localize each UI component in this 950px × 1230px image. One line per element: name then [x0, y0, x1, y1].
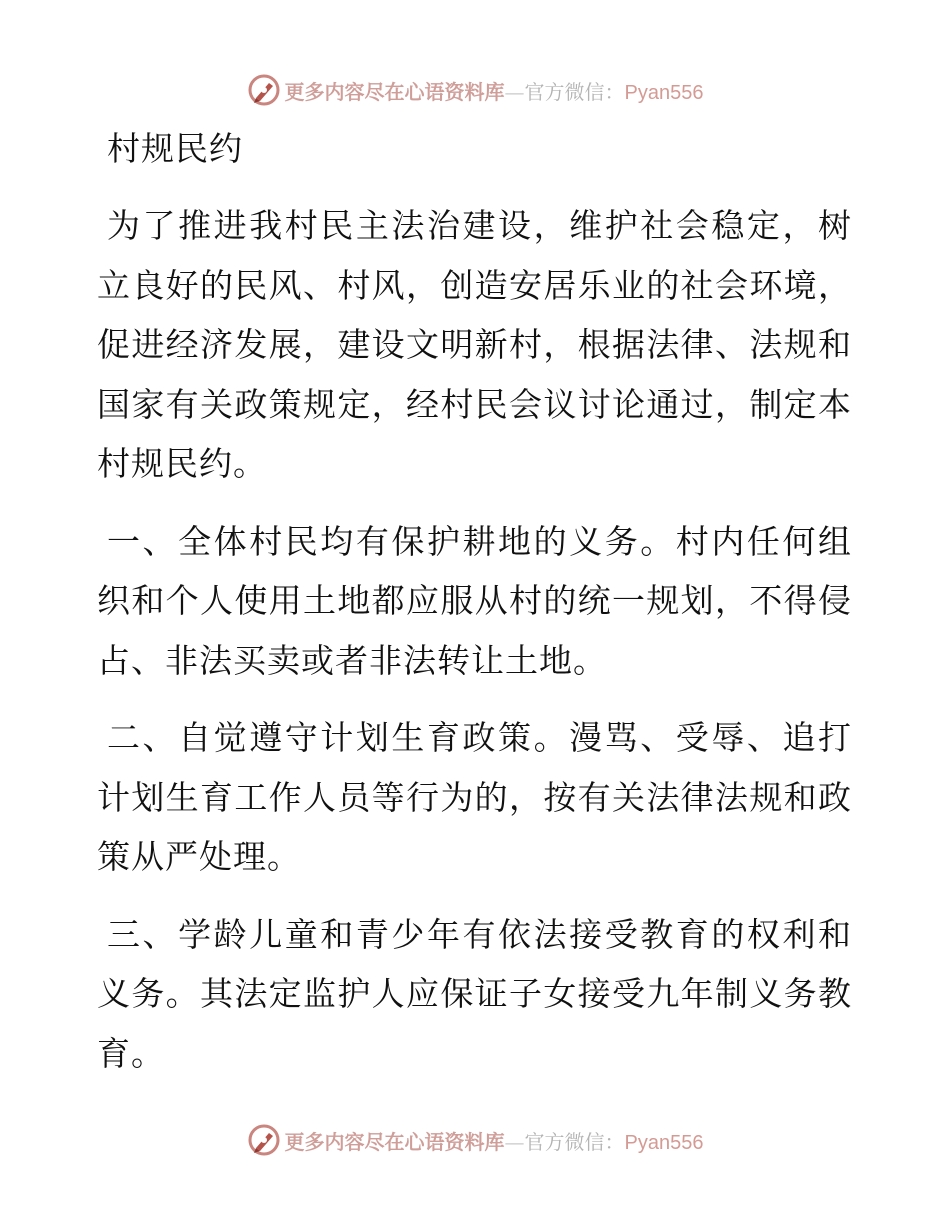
banner-separator: — — [504, 1129, 525, 1154]
banner-wechat-label: 官方微信： — [524, 79, 625, 104]
document-title: 村规民约 — [107, 129, 243, 168]
banner-text — [285, 76, 704, 105]
article-2-paragraph: 二、自觉遵守计划生育政策。漫骂、受辱、追打计划生育工作人员等行为的，按有关法律法规和政策从严处理。 — [97, 718, 852, 876]
intro-paragraph: 为了推进我村民主法治建设，维护社会稳定，树立良好的民风、村风，创造安居乐业的社会环境，促进经济发展，建设文明新村，根据法律、法规和国家有关政策规定，经村民会议讨论通过，制定本村规民约。 — [97, 206, 852, 483]
banner-text — [285, 1126, 704, 1155]
banner-main-text: 更多内容尽在心语资料库 — [284, 1129, 505, 1154]
pen-logo-icon — [247, 1123, 281, 1157]
article-3-paragraph: 三、学龄儿童和青少年有依法接受教育的权利和义务。其法定监护人应保证子女接受九年制义务教育。 — [97, 914, 852, 1073]
footer-banner — [0, 1120, 950, 1160]
banner-separator: — — [504, 79, 525, 104]
banner-wechat-label: 官方微信： — [524, 1129, 625, 1154]
header-banner — [0, 70, 950, 110]
banner-wechat-id: Pyan556 — [624, 81, 704, 104]
document-body — [97, 122, 852, 1101]
banner-wechat-id: Pyan556 — [624, 1131, 704, 1154]
article-1-paragraph: 一、全体村民均有保护耕地的义务。村内任何组织和个人使用土地都应服从村的统一规划，不得侵占、非法买卖或者非法转让土地。 — [97, 521, 852, 680]
pen-logo-icon — [247, 73, 281, 107]
banner-main-text: 更多内容尽在心语资料库 — [284, 79, 505, 104]
